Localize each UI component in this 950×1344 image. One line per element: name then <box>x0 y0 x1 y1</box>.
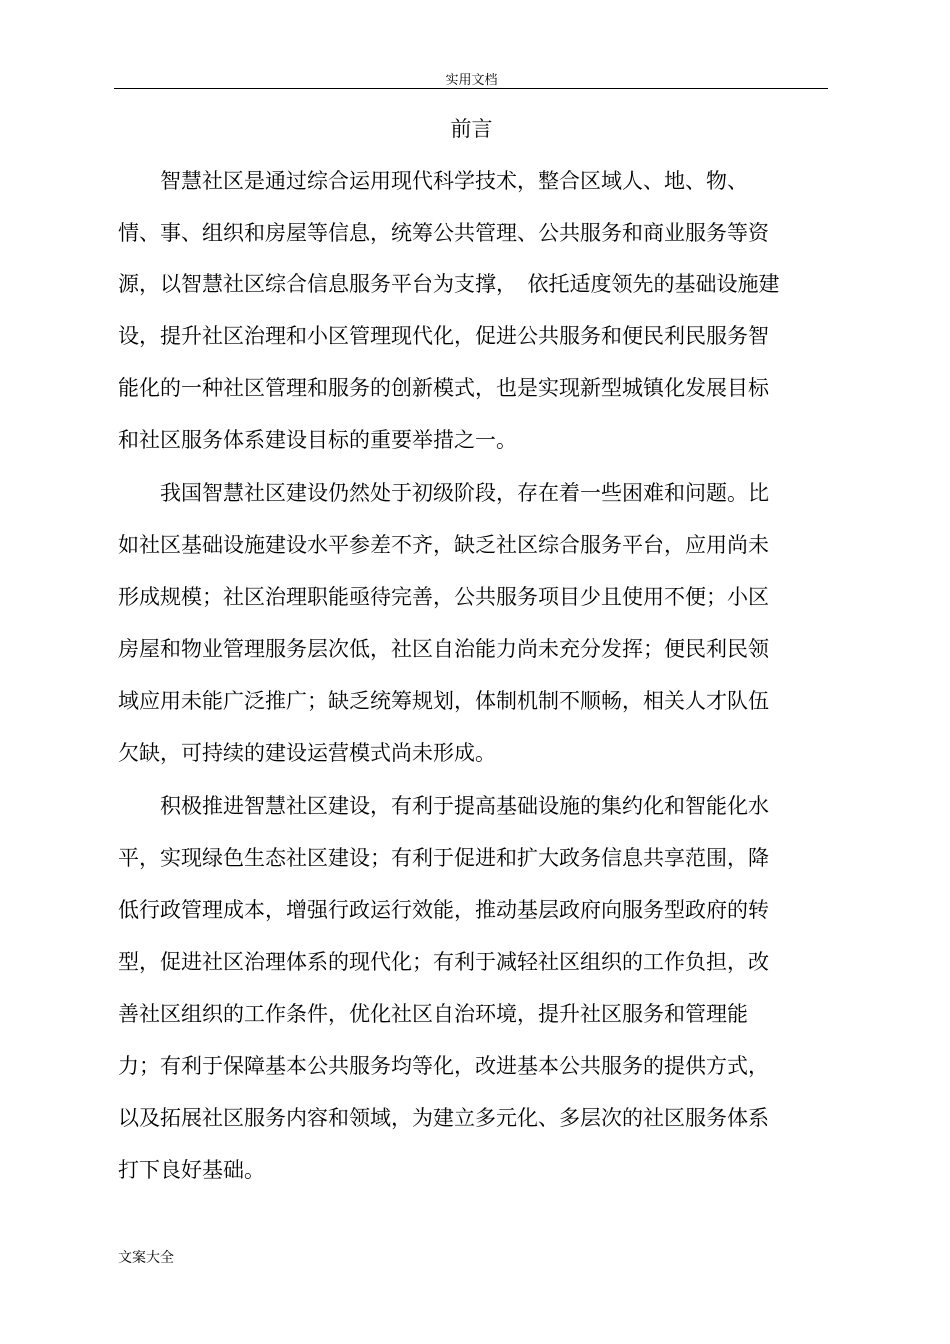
text-line: 以及拓展社区服务内容和领域，为建立多元化、多层次的社区服务体系 <box>118 1106 769 1130</box>
text-line: 打下良好基础。 <box>118 1158 265 1182</box>
text-line: 房屋和物业管理服务层次低，社区自治能力尚未充分发挥；便民利民领 <box>118 637 769 661</box>
text-line: 善社区组织的工作条件，优化社区自治环境，提升社区服务和管理能 <box>118 1002 748 1026</box>
page-title: 前言 <box>450 117 493 141</box>
page-footer: 文案大全 <box>118 1250 174 1266</box>
text-line: 情、事、组织和房屋等信息，统筹公共管理、公共服务和商业服务等资 <box>118 221 769 245</box>
text-line: 低行政管理成本，增强行政运行效能，推动基层政府向服务型政府的转 <box>118 898 769 922</box>
text-line: 欠缺，可持续的建设运营模式尚未形成。 <box>118 741 496 765</box>
text-line: 力；有利于保障基本公共服务均等化，改进基本公共服务的提供方式， <box>118 1054 769 1078</box>
text-line: 设，提升社区治理和小区管理现代化，促进公共服务和便民利民服务智 <box>118 324 769 348</box>
text-line: 积极推进智慧社区建设，有利于提高基础设施的集约化和智能化水 <box>118 794 769 818</box>
text-line: 如社区基础设施建设水平参差不齐，缺乏社区综合服务平台，应用尚未 <box>118 533 769 557</box>
header-text: 实用文档 <box>445 73 498 88</box>
text-line: 能化的一种社区管理和服务的创新模式，也是实现新型城镇化发展目标 <box>118 376 769 400</box>
text-line: 智慧社区是通过综合运用现代科学技术，整合区域人、地、物、 <box>118 169 748 193</box>
header-divider <box>114 88 828 89</box>
text-line: 平，实现绿色生态社区建设；有利于促进和扩大政务信息共享范围，降 <box>118 846 769 870</box>
text-line: 域应用未能广泛推广；缺乏统筹规划，体制机制不顺畅，相关人才队伍 <box>118 689 769 713</box>
text-line: 我国智慧社区建设仍然处于初级阶段，存在着一些困难和问题。比 <box>118 481 769 505</box>
text-line: 和社区服务体系建设目标的重要举措之一。 <box>118 428 517 452</box>
text-line: 型，促进社区治理体系的现代化；有利于减轻社区组织的工作负担，改 <box>118 950 769 974</box>
text-line: 形成规模；社区治理职能亟待完善，公共服务项目少且使用不便；小区 <box>118 585 769 609</box>
text-line: 源，以智慧社区综合信息服务平台为支撑， 依托适度领先的基础设施建 <box>118 272 780 296</box>
